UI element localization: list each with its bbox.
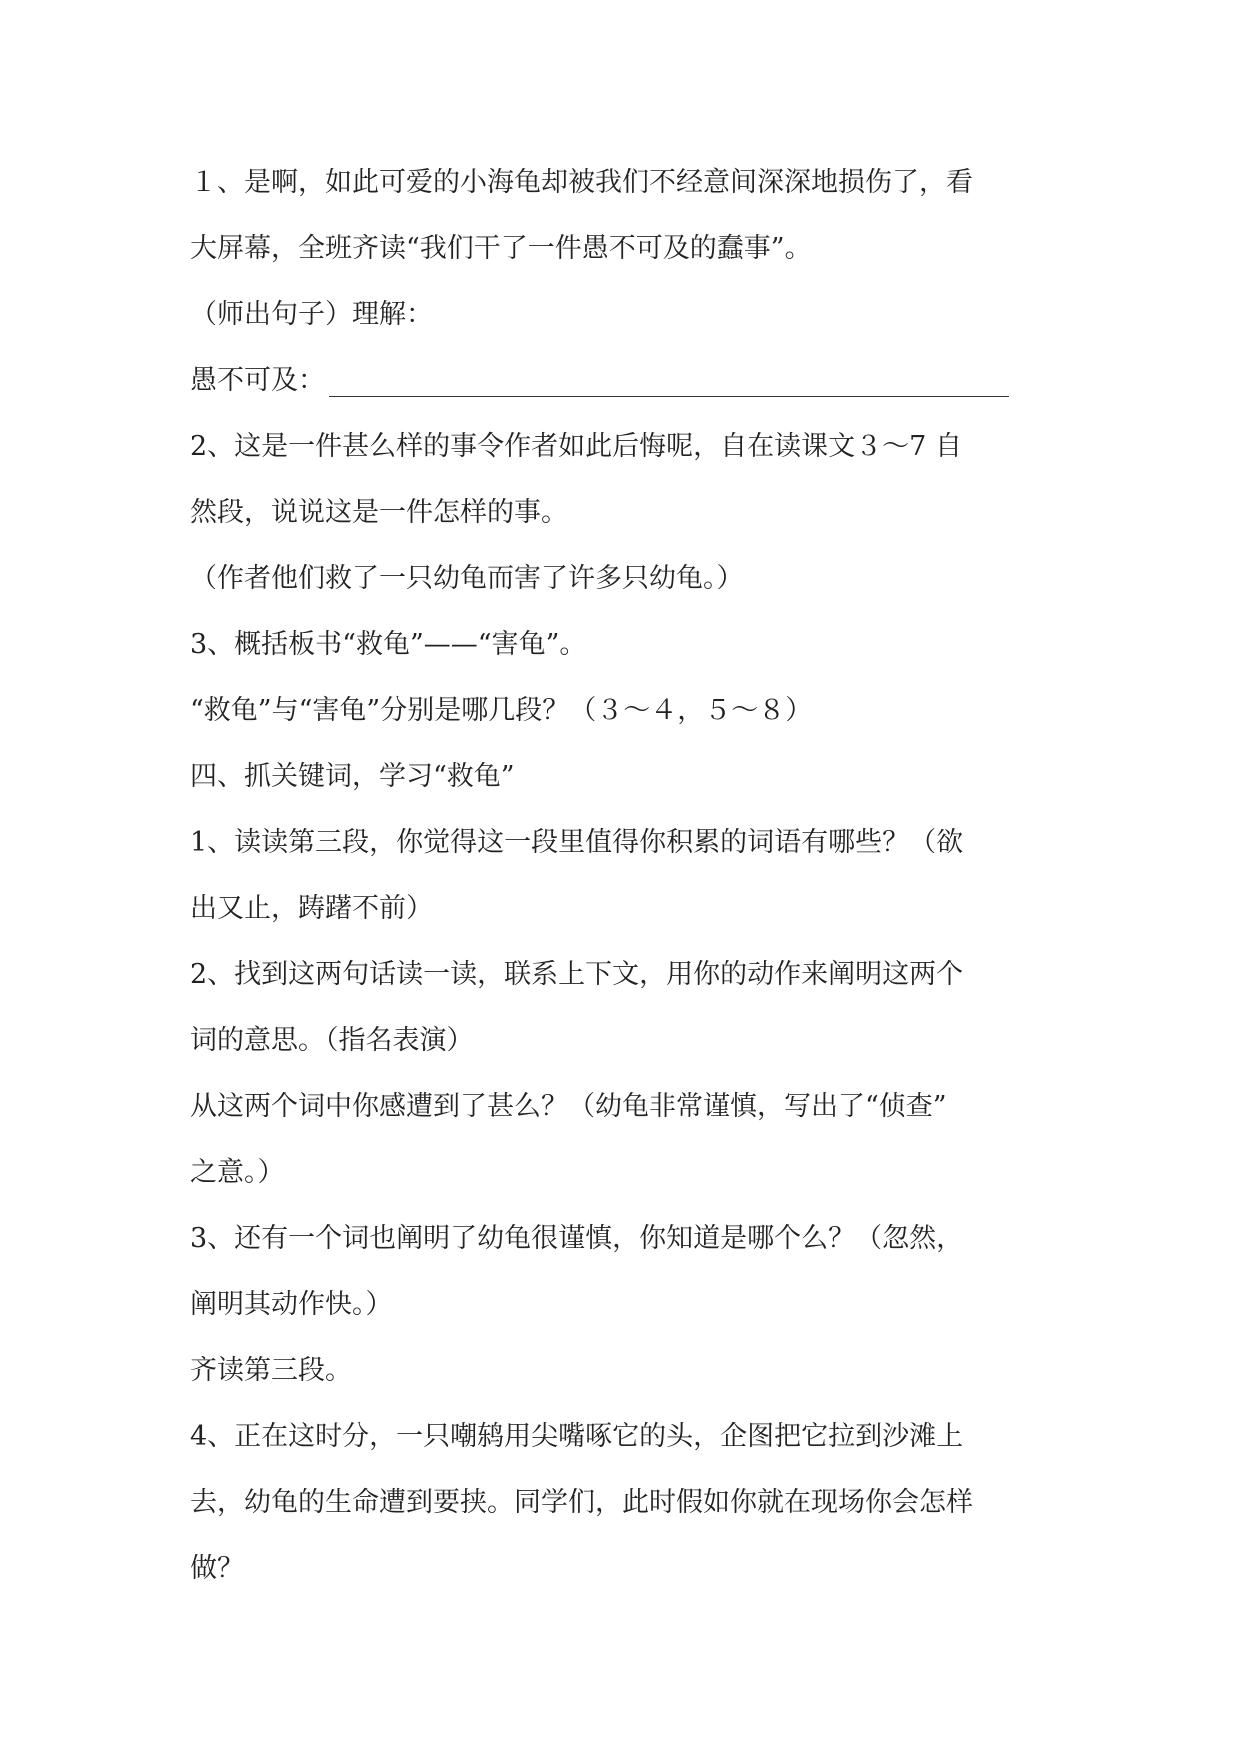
text-line: 之意。） xyxy=(190,1157,285,1188)
text-line: （师出句子）理解： xyxy=(190,299,433,330)
text-line: 1、读读第三段，你觉得这一段里值得你积累的词语有哪些？（欲 xyxy=(190,827,964,858)
text-line: 去，幼龟的生命遭到要挟。同学们，此时假如你就在现场你会怎样 xyxy=(190,1487,973,1518)
text-line: 3、概括板书“救龟”——“害龟”。 xyxy=(190,629,587,660)
text-line: “救龟”与“害龟”分别是哪几段？（３～４，５～８） xyxy=(190,695,813,726)
text-line: 出又止，踌躇不前） xyxy=(190,893,433,924)
document-page xyxy=(190,150,1060,1602)
text-line: 4、正在这时分，一只嘲鸫用尖嘴啄它的头，企图把它拉到沙滩上 xyxy=(190,1421,964,1452)
text-line: 大屏幕，全班齐读“我们干了一件愚不可及的蠢事”。 xyxy=(190,233,812,264)
text-line: 从这两个词中你感遭到了甚么？（幼龟非常谨慎，写出了“侦查” xyxy=(190,1091,947,1122)
text-line: 阐明其动作快。） xyxy=(190,1289,393,1320)
fill-in-label: 愚不可及： xyxy=(190,365,325,396)
text-line: １、是啊，如此可爱的小海龟却被我们不经意间深深地损伤了，看 xyxy=(190,167,973,198)
answer-blank xyxy=(329,360,1009,397)
fill-in-line xyxy=(190,348,1060,414)
text-line: 做？ xyxy=(190,1553,244,1584)
text-line: （作者他们救了一只幼龟而害了许多只幼龟。） xyxy=(190,563,744,594)
text-line: 然段，说说这是一件怎样的事。 xyxy=(190,497,568,528)
text-line: 词的意思。（指名表演） xyxy=(190,1025,474,1056)
text-line: 2、找到这两句话读一读，联系上下文，用你的动作来阐明这两个 xyxy=(190,959,964,990)
text-line: 2、这是一件甚么样的事令作者如此后悔呢，自在读课文３～7 自 xyxy=(190,431,962,462)
text-line: 齐读第三段。 xyxy=(190,1355,352,1386)
section-heading: 四、抓关键词，学习“救龟” xyxy=(190,761,515,792)
text-line: 3、还有一个词也阐明了幼龟很谨慎，你知道是哪个么？（忽然， xyxy=(190,1223,964,1254)
